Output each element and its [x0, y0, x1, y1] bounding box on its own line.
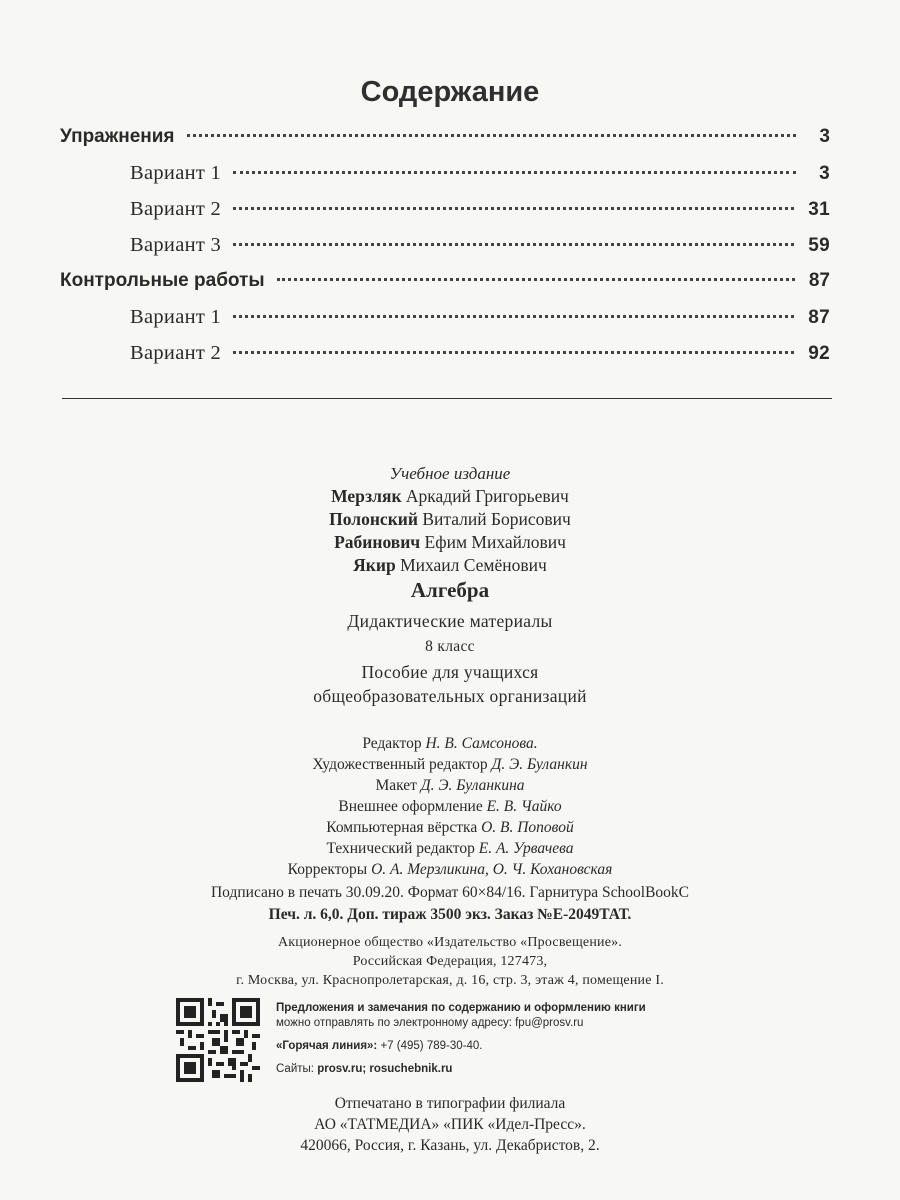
email-label: можно отправлять по электронному адресу:: [276, 1017, 512, 1029]
credit-line: [0, 733, 900, 754]
divider: [62, 398, 832, 399]
toc-entry-label: Вариант 2: [130, 342, 222, 364]
credit-role: Технический редактор: [326, 840, 475, 857]
credit-role: Корректоры: [287, 861, 368, 878]
leader-dots: [233, 207, 794, 210]
toc-entry-variant-2[interactable]: [60, 198, 830, 234]
leader-dots: [233, 243, 794, 246]
credit-role: Внешнее оформление: [338, 798, 483, 815]
toc-entry-label: Контрольные работы: [60, 270, 265, 291]
print-details-line: Подписано в печать 30.09.20. Формат 60×84/16. Гарнитура SchoolBookC: [210, 884, 690, 901]
sites-line: [276, 1059, 796, 1080]
edition-kind: Учебное издание: [389, 464, 511, 483]
credit-person: Д. Э. Буланкина: [420, 777, 525, 794]
print-details: [0, 882, 900, 926]
toc-entry-variant-1[interactable]: [60, 162, 830, 198]
book-subtitle: Дидактические материалы: [347, 611, 553, 631]
toc-entry-label: Вариант 2: [130, 198, 222, 220]
hotline-label: «Горячая линия»:: [276, 1040, 378, 1052]
toc-entry-page: 87: [808, 307, 830, 328]
grade: 8 класс: [425, 638, 475, 655]
publisher-line: г. Москва, ул. Краснопролетарская, д. 16, стр. 3, этаж 4, помещение I.: [236, 973, 664, 988]
toc-entry-page: 59: [808, 235, 830, 256]
toc-entry-test-variant-1[interactable]: [60, 306, 830, 342]
leader-dots: [277, 278, 795, 281]
author: [0, 531, 900, 554]
leader-dots: [187, 134, 796, 137]
author: [0, 554, 900, 577]
toc-entry-test-variant-2[interactable]: [60, 342, 830, 378]
credit-person: Н. В. Самсонова.: [425, 735, 538, 752]
credit-role: Редактор: [362, 735, 422, 752]
credit-role: Художественный редактор: [312, 756, 488, 773]
sites-label: Сайты:: [276, 1063, 314, 1075]
qr-code-icon[interactable]: [176, 998, 260, 1082]
table-of-contents: [60, 126, 830, 378]
credit-person: О. А. Мерзликина, О. Ч. Кохановская: [371, 861, 613, 878]
leader-dots: [233, 315, 794, 318]
author-surname: Рабинович: [334, 532, 421, 552]
credits-block: [0, 733, 900, 880]
publisher-line: Акционерное общество «Издательство «Просвещение».: [277, 935, 623, 950]
toc-entry-tests[interactable]: [60, 270, 830, 306]
author-name: Ефим Михайлович: [424, 532, 566, 552]
hotline-line: [276, 1036, 796, 1057]
leader-dots: [233, 171, 796, 174]
book-title: Алгебра: [410, 578, 490, 602]
credit-line: [0, 796, 900, 817]
printer-line: АО «ТАТМЕДИА» «ПИК «Идел-Пресс».: [314, 1116, 586, 1133]
toc-entry-label: Упражнения: [60, 126, 175, 147]
email-link[interactable]: fpu@prosv.ru: [515, 1017, 584, 1029]
purpose-line: Пособие для учащихся: [361, 662, 539, 682]
publisher-address: [0, 933, 900, 990]
credit-line: [0, 775, 900, 796]
printer-info: [0, 1093, 900, 1156]
author-name: Аркадий Григорьевич: [405, 486, 569, 506]
credit-role: Компьютерная вёрстка: [326, 819, 478, 836]
credit-line: [0, 817, 900, 838]
print-details-line: Печ. л. 6,0. Доп. тираж 3500 экз. Заказ №Е-2049ТАТ.: [268, 906, 632, 923]
authors-block: [0, 462, 900, 577]
author-name: Виталий Борисович: [422, 509, 571, 529]
sites-links[interactable]: prosv.ru; rosuchebnik.ru: [317, 1063, 453, 1075]
toc-entry-variant-3[interactable]: [60, 234, 830, 270]
toc-entry-exercises[interactable]: [60, 126, 830, 162]
purpose-line: общеобразовательных организаций: [313, 686, 587, 706]
credit-person: Д. Э. Буланкин: [491, 756, 588, 773]
author: [0, 508, 900, 531]
author-name: Михаил Семёнович: [400, 555, 547, 575]
credit-line: [0, 754, 900, 775]
toc-entry-label: Вариант 1: [130, 162, 222, 184]
credit-line: [0, 859, 900, 880]
hotline-phone[interactable]: +7 (495) 789-30-40.: [380, 1040, 483, 1052]
toc-title: Содержание: [360, 76, 540, 108]
printer-line: 420066, Россия, г. Казань, ул. Декабристов, 2.: [300, 1137, 600, 1154]
credit-role: Макет: [375, 777, 417, 794]
credit-person: Е. В. Чайко: [486, 798, 562, 815]
feedback-text: Предложения и замечания по содержанию и оформлению книги: [276, 1002, 646, 1014]
toc-entry-label: Вариант 3: [130, 234, 222, 256]
toc-entry-page: 87: [808, 270, 830, 291]
leader-dots: [233, 351, 794, 354]
toc-entry-page: 92: [808, 343, 830, 364]
publisher-line: Российская Федерация, 127473,: [352, 954, 548, 969]
credit-line: [0, 838, 900, 859]
credit-person: Е. А. Урвачева: [478, 840, 574, 857]
author-surname: Полонский: [329, 509, 418, 529]
author: [0, 485, 900, 508]
toc-entry-label: Вариант 1: [130, 306, 222, 328]
email-line: [276, 1013, 796, 1034]
toc-entry-page: 3: [819, 163, 830, 184]
credit-person: О. В. Поповой: [481, 819, 574, 836]
author-surname: Якир: [353, 555, 396, 575]
printer-line: Отпечатано в типографии филиала: [334, 1095, 566, 1112]
contacts-block: [276, 998, 796, 1080]
author-surname: Мерзляк: [331, 486, 402, 506]
toc-entry-page: 31: [808, 199, 830, 220]
toc-entry-page: 3: [819, 126, 830, 147]
book-subtitle-block: [0, 609, 900, 708]
